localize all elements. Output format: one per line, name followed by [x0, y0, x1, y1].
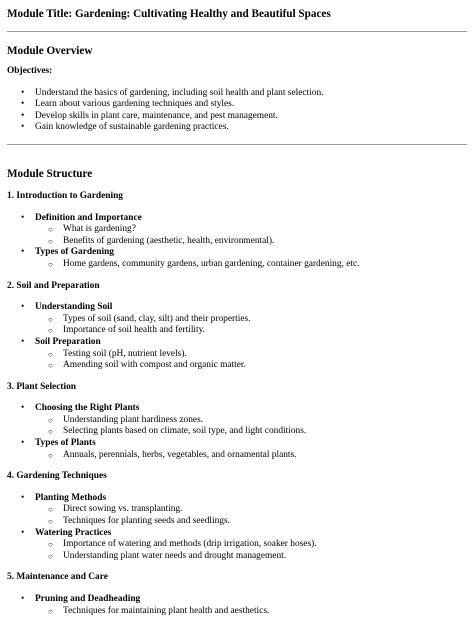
subtopic-list [35, 415, 467, 438]
subtopic-item: ○ Importance of soil health and fertility. [35, 325, 467, 337]
topic-label: Types of Gardening [35, 247, 114, 258]
section-topics [7, 213, 467, 271]
section-topics [7, 594, 467, 617]
subtopic-list [35, 504, 467, 527]
objective-item: • Understand the basics of gardening, including soil health and plant selection. [7, 88, 467, 100]
subtopic-item: ○ Types of soil (sand, clay, silt) and their properties. [35, 314, 467, 326]
subtopic-list [35, 224, 467, 247]
topic-item [7, 594, 467, 617]
topic-label: Types of Plants [35, 438, 96, 449]
subtopic-item: ○ Techniques for planting seeds and seedlings. [35, 516, 467, 528]
subtopic-item: ○ Home gardens, community gardens, urban gardening, container gardening, etc. [35, 259, 467, 271]
topic-item [7, 302, 467, 337]
topic-label: Pruning and Deadheading [35, 594, 141, 604]
topic-label: Watering Practices [35, 527, 112, 538]
topic-label: Soil Preparation [35, 336, 101, 347]
subtopic-list [35, 314, 467, 337]
divider-middle [7, 144, 467, 145]
topic-item [7, 213, 467, 248]
objective-item: • Develop skills in plant care, maintenance, and pest management. [7, 111, 467, 123]
section-topics [7, 493, 467, 563]
topic-item [7, 528, 467, 563]
subtopic-item: ○ Benefits of gardening (aesthetic, health, environmental). [35, 236, 467, 248]
section-title: 2. Soil and Preparation [7, 280, 100, 291]
objective-item: • Learn about various gardening techniques and styles. [7, 99, 467, 111]
topic-item [7, 493, 467, 528]
topic-label: Understanding Soil [35, 302, 113, 313]
document-page [7, 8, 467, 617]
subtopic-item: ○ What is gardening? [35, 224, 467, 236]
subtopic-item: ○ Annuals, perennials, herbs, vegetables, and ornamental plants. [35, 450, 467, 462]
section-topics [7, 403, 467, 461]
subtopic-item: ○ Understanding plant hardiness zones. [35, 415, 467, 427]
module-title: Module Title: Gardening: Cultivating Healthy and Beautiful Spaces [7, 8, 331, 20]
objective-item: • Gain knowledge of sustainable gardening practices. [7, 122, 467, 134]
section-title: 1. Introduction to Gardening [7, 190, 123, 201]
subtopic-list [35, 539, 467, 562]
section-title: 3. Plant Selection [7, 381, 77, 392]
section-title: 4. Gardening Techniques [7, 471, 107, 482]
subtopic-item: ○ Techniques for maintaining plant health and aesthetics. [35, 606, 467, 618]
subtopic-list [35, 450, 467, 462]
subtopic-item: ○ Amending soil with compost and organic matter. [35, 360, 467, 372]
section-title: 5. Maintenance and Care [7, 572, 108, 583]
subtopic-item: ○ Understanding plant water needs and drought management. [35, 551, 467, 563]
divider-top [7, 31, 467, 32]
section-topics [7, 302, 467, 372]
topic-label: Planting Methods [35, 492, 107, 503]
subtopic-list [35, 606, 467, 618]
subtopic-item: ○ Importance of watering and methods (drip irrigation, soaker hoses). [35, 539, 467, 551]
topic-label: Definition and Importance [35, 212, 142, 223]
subtopic-list [35, 259, 467, 271]
topic-item [7, 247, 467, 270]
topic-item [7, 438, 467, 461]
objectives-list [7, 88, 467, 134]
subtopic-item: ○ Selecting plants based on climate, soil type, and light conditions. [35, 426, 467, 438]
subtopic-item: ○ Testing soil (pH, nutrient levels). [35, 349, 467, 361]
topic-label: Choosing the Right Plants [35, 403, 140, 414]
topic-item [7, 403, 467, 438]
topic-item [7, 337, 467, 372]
structure-heading: Module Structure [7, 167, 93, 180]
objectives-label: Objectives: [7, 66, 53, 76]
subtopic-item: ○ Direct sowing vs. transplanting. [35, 504, 467, 516]
overview-heading: Module Overview [7, 45, 93, 57]
subtopic-list [35, 349, 467, 372]
